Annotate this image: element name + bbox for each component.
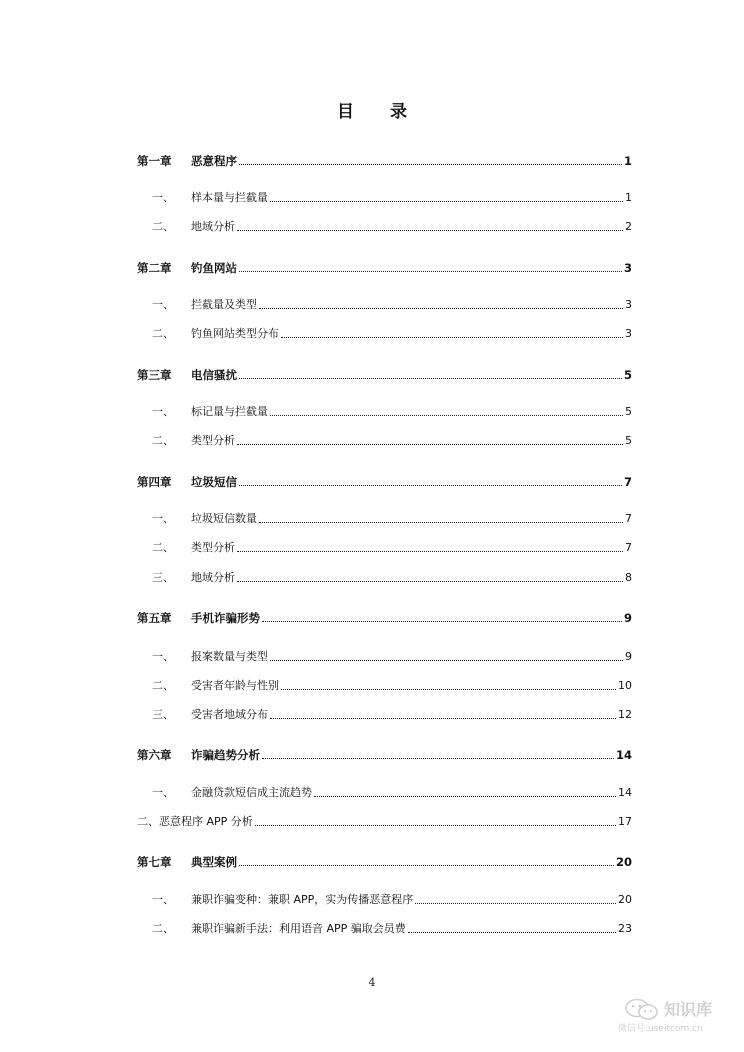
toc-page: 20: [618, 893, 632, 906]
toc-section-4-1[interactable]: [137, 508, 632, 526]
toc-page: 14: [618, 786, 632, 799]
dot-leader: [237, 229, 623, 231]
toc-title: 恶意程序 APP 分析: [159, 815, 253, 828]
dot-leader: [281, 688, 616, 690]
toc-section-1-1[interactable]: [137, 187, 632, 205]
dot-leader: [270, 414, 623, 416]
watermark-name: 知识库: [664, 1000, 713, 1019]
toc-section-5-1[interactable]: [137, 646, 632, 664]
toc-title: 样本量与拦截量: [191, 191, 268, 204]
dot-leader: [259, 307, 623, 309]
title-char-1: 目: [337, 102, 354, 122]
toc-number: 一、: [152, 191, 174, 204]
toc-title: 地域分析: [191, 220, 235, 233]
toc-section-2-1[interactable]: [137, 294, 632, 312]
toc-page: 5: [623, 368, 632, 382]
toc-title: 金融贷款短信成主流趋势: [191, 786, 312, 799]
toc-title: 诈骗趋势分析: [191, 748, 260, 762]
toc-page: 14: [615, 748, 632, 762]
toc-number: 二、: [152, 922, 174, 935]
toc-page: 3: [623, 261, 632, 275]
dot-leader: [415, 902, 616, 904]
dot-leader: [270, 200, 623, 202]
toc-number: 二、: [137, 815, 159, 828]
page-title: [0, 97, 744, 122]
toc-page: 5: [625, 405, 632, 418]
toc-number: 二、: [152, 679, 174, 692]
toc-title: 垃圾短信数量: [191, 512, 257, 525]
toc-section-5-3[interactable]: [137, 704, 632, 722]
toc-page: 20: [615, 855, 632, 869]
dot-leader: [314, 795, 616, 797]
dot-leader: [259, 521, 623, 523]
dot-leader: [270, 659, 623, 661]
toc-title: 钓鱼网站类型分布: [191, 327, 279, 340]
dot-leader: [262, 620, 622, 622]
dot-leader: [239, 270, 622, 272]
toc-section-4-2[interactable]: [137, 537, 632, 555]
toc-number: 第三章: [137, 368, 172, 382]
toc-section-6-2[interactable]: [137, 811, 632, 829]
toc-title: 受害者年龄与性别: [191, 679, 279, 692]
toc-number: 第七章: [137, 855, 172, 869]
toc-title: 地域分析: [191, 571, 235, 584]
toc-page: 23: [618, 922, 632, 935]
toc-chapter-6[interactable]: [137, 744, 632, 762]
toc-chapter-1[interactable]: [137, 150, 632, 168]
toc-page: 7: [623, 475, 632, 489]
toc-number: 二、: [152, 434, 174, 447]
watermark: [618, 996, 736, 1038]
toc-chapter-3[interactable]: [137, 364, 632, 382]
toc-number: 一、: [152, 650, 174, 663]
toc-number: 一、: [152, 405, 174, 418]
toc-page: 8: [625, 571, 632, 584]
toc-number: 二、: [152, 541, 174, 554]
toc-title: 恶意程序: [191, 154, 237, 168]
toc-page: 10: [618, 679, 632, 692]
toc-page: 1: [623, 154, 632, 168]
toc-number: 第二章: [137, 261, 172, 275]
toc-section-7-2[interactable]: [137, 918, 632, 936]
toc-title: 标记量与拦截量: [191, 405, 268, 418]
dot-leader: [237, 580, 623, 582]
toc-number: 三、: [152, 571, 174, 584]
dot-leader: [255, 824, 616, 826]
toc-title: 手机诈骗形势: [191, 611, 260, 625]
toc-page: 7: [625, 512, 632, 525]
toc-section-5-2[interactable]: [137, 675, 632, 693]
toc-number: 一、: [152, 786, 174, 799]
toc-title: 拦截量及类型: [191, 298, 257, 311]
title-char-2: 录: [390, 102, 407, 122]
toc-title: 报案数量与类型: [191, 650, 268, 663]
page-number: 4: [368, 976, 376, 989]
toc-page: 12: [618, 708, 632, 721]
toc-number: 二、: [152, 220, 174, 233]
toc-page: 7: [625, 541, 632, 554]
toc-chapter-2[interactable]: [137, 257, 632, 275]
toc-section-2-2[interactable]: [137, 323, 632, 341]
toc-chapter-4[interactable]: [137, 471, 632, 489]
toc-page: 9: [625, 650, 632, 663]
toc-number: 第四章: [137, 475, 172, 489]
toc-chapter-5[interactable]: [137, 607, 632, 625]
toc-number: 一、: [152, 298, 174, 311]
dot-leader: [237, 443, 623, 445]
dot-leader: [281, 336, 623, 338]
dot-leader: [239, 864, 614, 866]
toc-number: 二、: [152, 327, 174, 340]
toc-number: 第五章: [137, 611, 172, 625]
toc-section-1-2[interactable]: [137, 216, 632, 234]
toc-title: 钓鱼网站: [191, 261, 237, 275]
toc-page: 3: [625, 298, 632, 311]
toc-title: 受害者地域分布: [191, 708, 268, 721]
dot-leader: [270, 717, 616, 719]
toc-title: 兼职诈骗变种：兼职 APP，实为传播恶意程序: [191, 893, 414, 906]
toc-section-6-1[interactable]: [137, 782, 632, 800]
toc-title: 类型分析: [191, 541, 235, 554]
dot-leader: [239, 163, 622, 165]
toc-page: 2: [625, 220, 632, 233]
toc-chapter-7[interactable]: [137, 851, 632, 869]
toc-section-3-2[interactable]: [137, 430, 632, 448]
toc-number: 一、: [152, 512, 174, 525]
wechat-icon: [624, 998, 660, 1022]
toc-title: 电信骚扰: [191, 368, 237, 382]
dot-leader: [237, 550, 623, 552]
toc-number: 第一章: [137, 154, 172, 168]
toc-number: 三、: [152, 708, 174, 721]
dot-leader: [408, 931, 616, 933]
toc-section-3-1[interactable]: [137, 401, 632, 419]
toc-section-4-3[interactable]: [137, 567, 632, 585]
toc-title: 类型分析: [191, 434, 235, 447]
dot-leader: [262, 757, 614, 759]
toc-number: 第六章: [137, 748, 172, 762]
dot-leader: [239, 377, 622, 379]
toc-page: 17: [618, 815, 632, 828]
watermark-sub: 微信号:useitcom.cn: [618, 1024, 703, 1034]
toc-title: 兼职诈骗新手法：利用语音 APP 骗取会员费: [191, 922, 406, 935]
toc-page: 5: [625, 434, 632, 447]
toc-page: 1: [625, 191, 632, 204]
dot-leader: [239, 484, 622, 486]
toc-page: 3: [625, 327, 632, 340]
toc-page: 9: [623, 611, 632, 625]
toc-title: 垃圾短信: [191, 475, 237, 489]
toc-title: 典型案例: [191, 855, 237, 869]
toc-number: 一、: [152, 893, 174, 906]
toc-section-7-1[interactable]: [137, 889, 632, 907]
